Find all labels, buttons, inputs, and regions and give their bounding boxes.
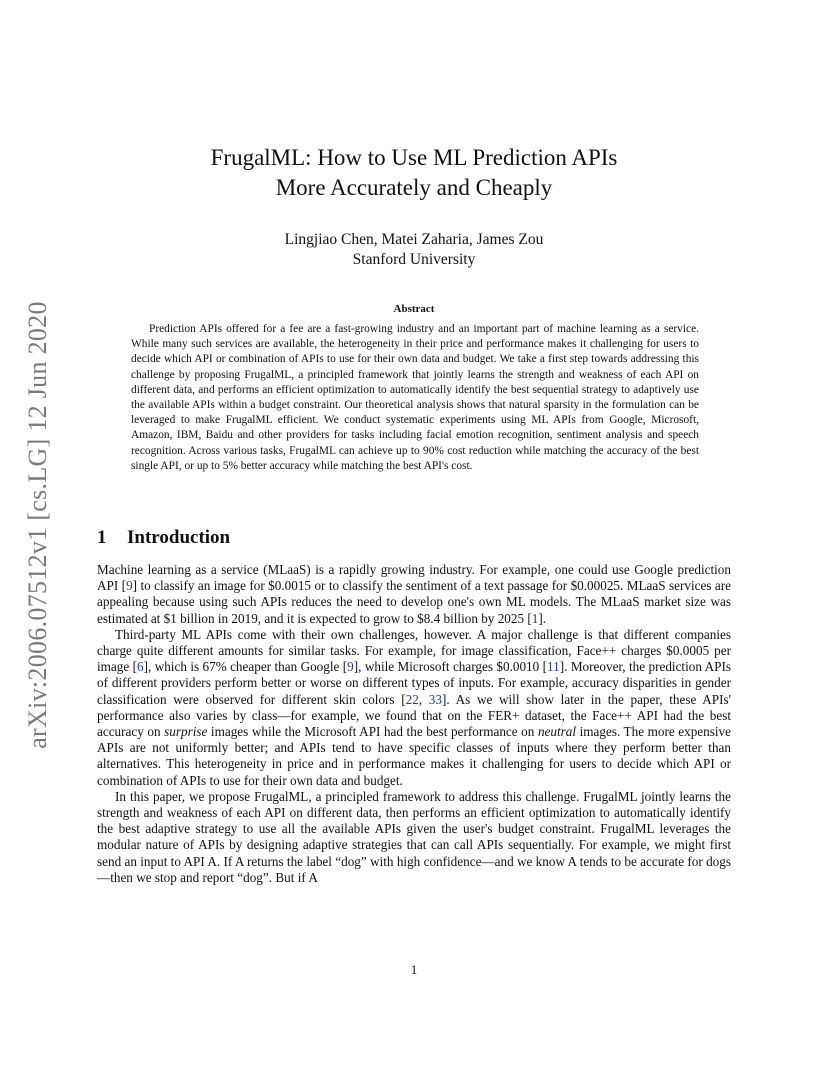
section-heading-introduction: [97, 527, 230, 549]
author-block: [0, 230, 828, 270]
citation-link[interactable]: 6: [137, 659, 144, 675]
intro-paragraph-1: [97, 562, 731, 627]
text-run: ,: [418, 691, 429, 707]
paper-title: [0, 143, 828, 203]
abstract-body: Prediction APIs offered for a fee are a fast-growing industry and an important part of machine learning as a service. While many such services are available, the heterogeneity in their price and performance makes it challenging for users to decide which API or combination of APIs to use for their own data and budget. We take a first step towards addressing this challenge by proposing FrugalML, a principled framework that jointly learns the strength and weakness of each API on different data, and performs an efficient optimization to automatically identify the best sequential strategy to adaptively use the available APIs within a budget constraint. Our theoretical analysis shows that natural sparsity in the formulation can be leveraged to make FrugalML efficient. We conduct systematic experiments using ML APIs from Google, Microsoft, Amazon, IBM, Baidu and other providers for tasks including facial emotion recognition, sentiment analysis and speech recognition. Across various tasks, FrugalML can achieve up to 90% cost reduction while matching the accuracy of the best single API, or up to 5% better accuracy while matching the best API's cost.: [131, 323, 699, 472]
citation-link[interactable]: 22: [405, 691, 419, 707]
introduction-body: [97, 562, 731, 886]
text-run: images. The more expensive APIs are not uniformly better; and APIs tend to have specific classes of inputs where they perform better than alternatives. This heterogeneity in price and in performance makes it challenging for users to decide which API or combination of APIs to use for their own data and budget.: [97, 724, 731, 788]
text-run: ]. Moreover, the prediction APIs of different providers perform better or worse on different types of inputs. For example, accuracy disparities in gender classification were observed for different skin colors [: [97, 659, 731, 707]
arxiv-identifier-text: arXiv:2006.07512v1 [cs.LG] 12 Jun 2020: [23, 301, 52, 749]
section-number: 1: [97, 527, 107, 548]
title-line-2: More Accurately and Cheaply: [275, 175, 553, 200]
emphasis-text: neutral: [537, 724, 577, 740]
citation-link[interactable]: 9: [347, 659, 354, 675]
title-line-1: FrugalML: How to Use ML Prediction APIs: [210, 145, 618, 170]
text-run: ]. As we will show later in the paper, these APIs' performance also varies by class—for example, we found that on the FER+ dataset, the Face++ API had the best accuracy on: [97, 691, 732, 740]
emphasis-text: surprise: [164, 724, 208, 740]
author-affiliation: Stanford University: [352, 251, 476, 268]
citation-link[interactable]: 1: [531, 610, 539, 626]
text-run: ], while Microsoft charges $0.0010 [: [353, 659, 548, 675]
citation-link[interactable]: 33: [428, 691, 442, 707]
citation-link[interactable]: 11: [547, 659, 560, 675]
text-run: ], which is 67% cheaper than Google [: [143, 659, 348, 675]
text-run: Machine learning as a service (MLaaS) is a rapidly growing industry. For example, one could use Google prediction API [: [97, 562, 731, 594]
author-names: Lingjiao Chen, Matei Zaharia, James Zou: [284, 231, 544, 248]
section-title: Introduction: [127, 527, 231, 548]
intro-paragraph-3: In this paper, we propose FrugalML, a principled framework to address this challenge. FrugalML jointly learns the strength and weakness of each API on different data, then performs an efficient optimization to automatically identify the best adaptive strategy to use all the available APIs given the user's budget constraint. FrugalML leverages the modular nature of APIs by designing adaptive strategies that can call APIs sequentially. For example, we might first send an input to API A. If A returns the label “dog” with high confidence—and we know A tends to be accurate for dogs—then we stop and report “dog”. But if A: [97, 788, 731, 885]
text-run: Third-party ML APIs come with their own challenges, however. A major challenge is that different companies charge quite different amounts for similar tasks. For example, for image classification, Face++ charges $0.0005 per image [: [97, 626, 731, 675]
text-run: ].: [538, 610, 547, 626]
citation-link[interactable]: 9: [126, 578, 133, 594]
arxiv-identifier-stamp: [18, 290, 58, 760]
intro-paragraph-2: [97, 627, 731, 789]
text-run: ] to classify an image for $0.0015 or to classify the sentiment of a text passage for $0.00025. MLaaS services are appealing because using such APIs reduces the need to develop one's own ML models. The MLaaS market size was estimated at $1 billion in 2019, and it is expected to grow to $8.4 billion by 2025 [: [97, 578, 731, 626]
abstract-heading: Abstract: [393, 303, 435, 315]
text-run: images while the Microsoft API had the best performance on: [207, 724, 538, 740]
page-number: 1: [410, 962, 418, 977]
